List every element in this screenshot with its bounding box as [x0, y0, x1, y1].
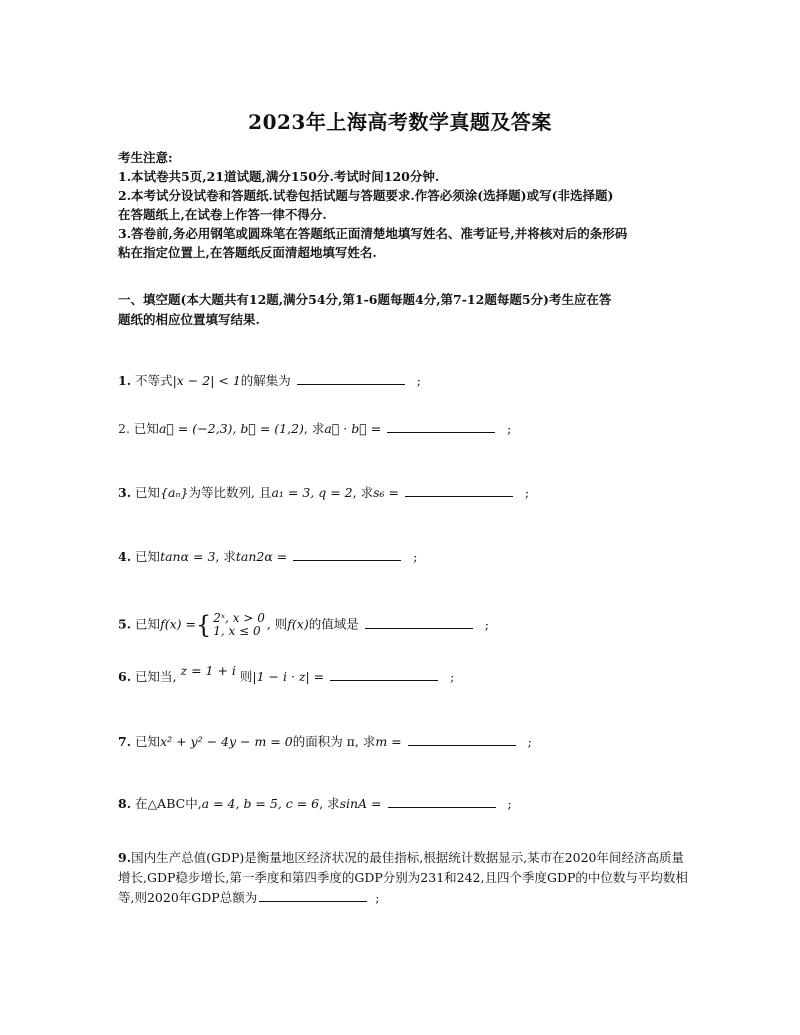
answer-blank[interactable] — [293, 548, 401, 561]
question-2 — [118, 420, 511, 438]
question-number: 8. — [118, 796, 132, 811]
question-number: 7. — [118, 734, 132, 749]
question-text: 的面积为 π, 求 — [292, 734, 376, 749]
question-text: , 求 — [215, 549, 236, 564]
question-end: ; — [450, 669, 455, 684]
notice-line: 2.本考试分设试卷和答题纸.试卷包括试题与答题要求.作答必须涂(选择题)或写(非选择题) — [118, 188, 614, 203]
answer-blank[interactable] — [259, 889, 367, 902]
question-text: 为等比数列, 且 — [188, 485, 272, 500]
notice-line: 3.答卷前,务必用钢笔或圆珠笔在答题纸正面清楚地填写姓名、准考证号,并将核对后的条形码 — [118, 226, 628, 241]
question-number: 3. — [118, 485, 132, 500]
answer-blank[interactable] — [388, 795, 496, 808]
question-1 — [118, 372, 421, 390]
question-end: ; — [527, 734, 532, 749]
section-heading — [118, 290, 688, 330]
question-text: 已知 — [135, 616, 161, 632]
question-number: 2. — [118, 421, 130, 436]
question-number: 9. — [118, 850, 132, 865]
answer-blank[interactable] — [405, 484, 513, 497]
question-number: 5. — [118, 616, 132, 632]
question-text: 在△ — [135, 796, 158, 811]
question-end: ; — [484, 616, 489, 632]
question-text: 的值域是 — [308, 616, 359, 632]
piecewise-brace: { — [195, 611, 212, 639]
question-text: , 求 — [319, 796, 340, 811]
math-expression: m = — [375, 734, 402, 749]
math-expression: ABC — [157, 796, 186, 811]
question-text: , 则 — [266, 616, 288, 632]
piecewise-case: 1, x ≤ 0 — [213, 624, 261, 638]
math-expression: a⃗ · b⃗ = — [324, 421, 382, 436]
question-number: 1. — [118, 373, 132, 388]
question-end: ; — [416, 373, 421, 388]
answer-blank[interactable] — [408, 733, 516, 746]
math-expression: |1 − i · z| = — [252, 669, 325, 684]
math-expression: {aₙ} — [160, 485, 189, 500]
question-4 — [118, 548, 417, 566]
question-5 — [118, 612, 489, 638]
question-text: 已知 — [135, 485, 161, 500]
page-title: 2023年上海高考数学真题及答案 — [248, 110, 552, 134]
math-expression: sinA = — [339, 796, 382, 811]
question-number: 4. — [118, 549, 132, 564]
question-text: 则 — [239, 669, 253, 684]
question-text: 已知 — [135, 734, 161, 749]
question-number: 6. — [118, 669, 132, 684]
notice-line: 粘在指定位置上,在答题纸反面清超地填写姓名. — [118, 245, 377, 260]
math-expression: x² + y² − 4y − m = 0 — [160, 734, 293, 749]
math-expression: a = 4, b = 5, c = 6 — [201, 796, 320, 811]
question-end: ; — [375, 890, 380, 905]
math-expression: s₆ = — [373, 485, 399, 500]
notice-line: 1.本试卷共5页,21道试题,满分150分.考试时间120分钟. — [118, 169, 440, 184]
question-text: 的解集为 — [240, 373, 291, 388]
math-expression: f(x) — [287, 616, 309, 632]
question-text: , 求 — [352, 485, 374, 500]
answer-blank[interactable] — [365, 616, 473, 629]
question-end: ; — [413, 549, 418, 564]
answer-blank[interactable] — [297, 372, 405, 385]
piecewise-cases — [213, 612, 265, 638]
question-3 — [118, 484, 529, 502]
question-text: 国内生产总值(GDP)是衡量地区经济状况的最佳指标,根据统计数据显示,某市在2020年间经济高质量增长,GDP稳步增长,第一季度和第四季度的GDP分别为231和242,且四个季度GDP的中位数与平均数相等,则2020年GDP总额为 — [118, 850, 688, 905]
question-end: ; — [507, 796, 512, 811]
question-8 — [118, 795, 512, 813]
answer-blank[interactable] — [387, 420, 495, 433]
piecewise-case: 2ˣ, x > 0 — [213, 611, 265, 625]
notice-line: 在答题纸上,在试卷上作答一律不得分. — [118, 207, 327, 222]
exam-notice — [118, 148, 688, 262]
math-expression: tanα = 3 — [160, 549, 216, 564]
question-text: 不等式 — [135, 373, 173, 388]
notice-heading: 考生注意: — [118, 150, 173, 165]
question-text: 已知当, — [135, 669, 177, 684]
question-text: 已知 — [135, 549, 161, 564]
math-expression: f(x) = — [160, 616, 196, 632]
math-expression: a⃗ = (−2,3), b⃗ = (1,2) — [158, 421, 304, 436]
question-7 — [118, 733, 532, 751]
question-9 — [118, 848, 688, 908]
section-heading-line: 题纸的相应位置填写结果. — [118, 312, 260, 327]
question-6 — [118, 663, 455, 686]
question-end: ; — [507, 421, 512, 436]
question-text: 已知 — [133, 421, 159, 436]
math-expression: tan2α = — [235, 549, 288, 564]
math-expression: |x − 2| < 1 — [172, 373, 241, 388]
question-text: 中, — [185, 796, 202, 811]
question-end: ; — [524, 485, 530, 500]
math-expression: z = 1 + i — [180, 663, 236, 678]
question-text: , 求 — [303, 421, 325, 436]
math-expression: a₁ = 3, q = 2 — [271, 485, 353, 500]
section-heading-line: 一、填空题(本大题共有12题,满分54分,第1-6题每题4分,第7-12题每题5分)考生应在答 — [118, 292, 612, 307]
answer-blank[interactable] — [330, 668, 438, 681]
